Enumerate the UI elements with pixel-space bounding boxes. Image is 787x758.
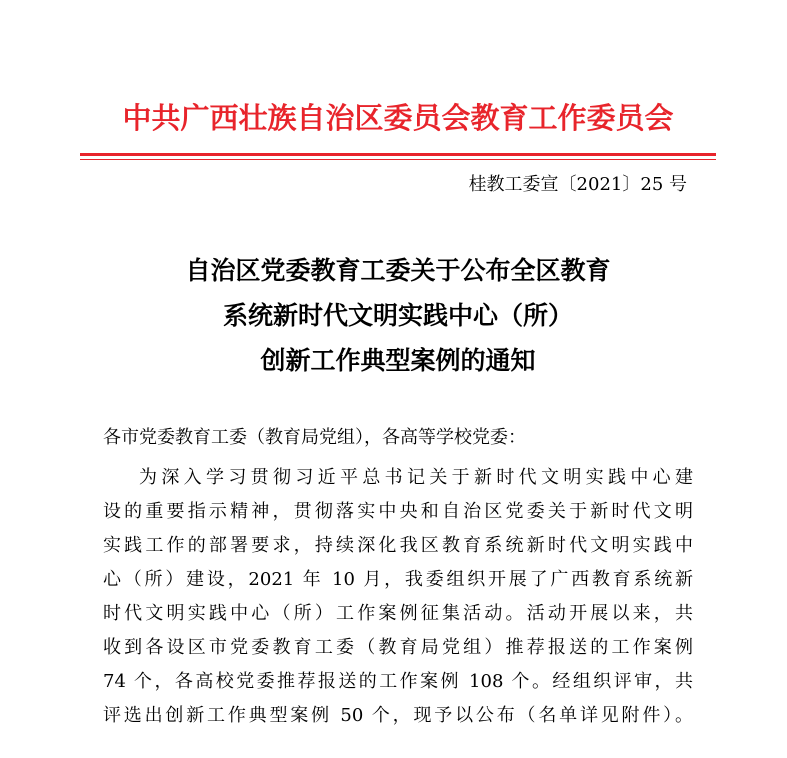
header-rule-thin — [80, 159, 716, 160]
document-number: 桂教工委宣〔2021〕25 号 — [468, 174, 687, 195]
body-line: 心（所）建设，2021 年 10 月，我委组织开展了广西教育系统新 — [103, 569, 693, 590]
header-rule-thick — [80, 153, 716, 156]
body-line: 为深入学习贯彻习近平总书记关于新时代文明实践中心建 — [139, 467, 693, 488]
issuer-header: 中共广西壮族自治区委员会教育工作委员会 — [122, 101, 674, 135]
body-line: 评选出创新工作典型案例 50 个，现予以公布（名单详见附件）。 — [103, 705, 693, 726]
body-line: 设的重要指示精神，贯彻落实中央和自治区党委关于新时代文明 — [103, 501, 693, 522]
body-line: 74 个，各高校党委推荐报送的工作案例 108 个。经组织评审，共 — [103, 671, 693, 692]
title-line: 创新工作典型案例的通知 — [260, 346, 536, 375]
document-title — [80, 248, 716, 383]
body-paragraph — [103, 461, 693, 733]
body-line: 时代文明实践中心（所）工作案例征集活动。活动开展以来，共 — [103, 603, 693, 624]
title-line: 自治区党委教育工委关于公布全区教育 — [185, 256, 611, 285]
title-line: 系统新时代文明实践中心（所） — [222, 301, 573, 330]
body-line: 实践工作的部署要求，持续深化我区教育系统新时代文明实践中 — [103, 535, 693, 556]
body-line: 收到各设区市党委教育工委（教育局党组）推荐报送的工作案例 — [103, 637, 693, 658]
salutation: 各市党委教育工委（教育局党组），各高等学校党委： — [103, 427, 526, 448]
